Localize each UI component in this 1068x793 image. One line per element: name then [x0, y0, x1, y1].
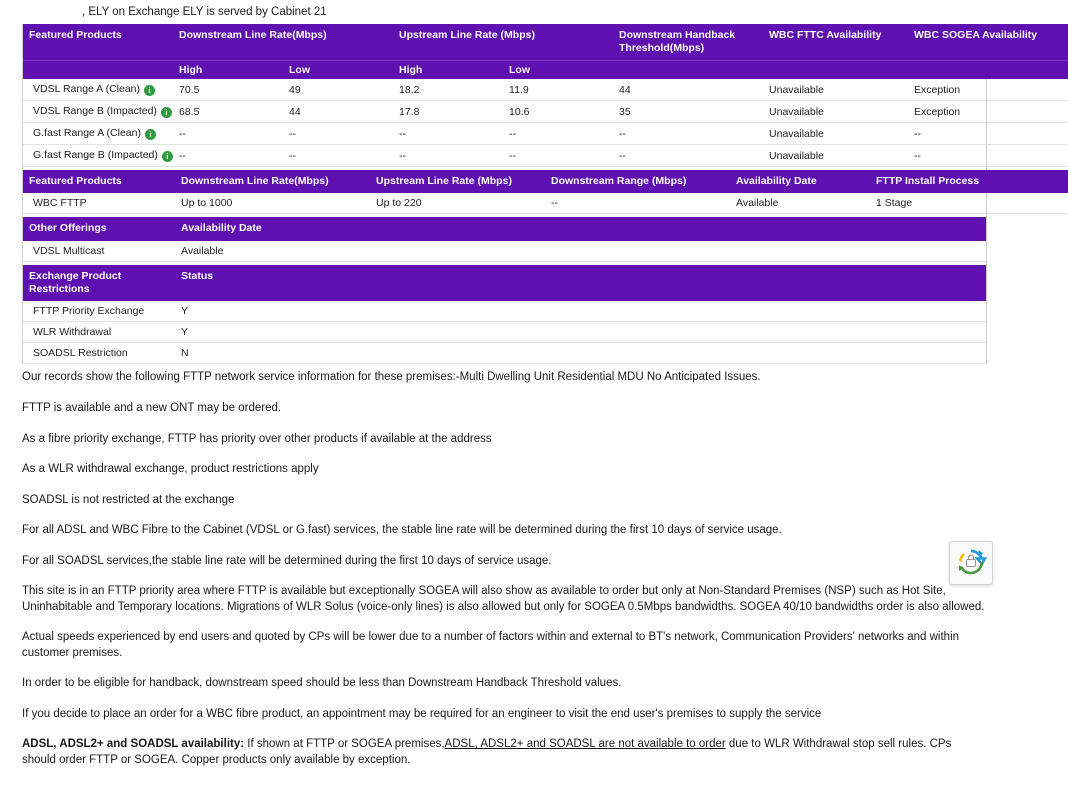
th3-other-offerings: Other Offerings [23, 217, 175, 240]
note-stable-line-rate-soadsl: For all SOADSL services,the stable line rate will be determined during the first 10 days of service usage. [22, 554, 552, 567]
cell-us-low: 11.9 [503, 79, 613, 101]
sub-ds-low: Low [283, 61, 393, 80]
cell-product: WBC FTTP [23, 193, 175, 214]
th2-availability-date: Availability Date [730, 170, 870, 193]
cell-offering: VDSL Multicast [23, 241, 175, 262]
cell-us-low: 10.6 [503, 101, 613, 123]
cell-sogea: Exception [908, 79, 1068, 101]
cell-ds-high: 70.5 [173, 79, 283, 101]
cell-ds-high: -- [173, 145, 283, 167]
sub-us-low: Low [503, 61, 613, 80]
cell-ds-high: 68.5 [173, 101, 283, 123]
note-fttp-network-service: Our records show the following FTTP network service information for these premises:-Multi Dwelling Unit Residential MDU No Anticipated Issues. [22, 370, 761, 383]
bottom-spacer [22, 783, 987, 793]
table1-header-row [23, 24, 1068, 61]
note-handback-eligibility: In order to be eligible for handback, downstream speed should be less than Downstream Handback Threshold values. [22, 677, 622, 690]
table-row [23, 101, 1068, 123]
info-icon[interactable]: i [144, 85, 155, 96]
cell-ds-low: 44 [283, 101, 393, 123]
cell-restriction: FTTP Priority Exchange [23, 301, 175, 322]
note-fttp-available: FTTP is available and a new ONT may be ordered. [22, 402, 282, 415]
info-icon[interactable]: i [162, 151, 173, 162]
cell-handback: 35 [613, 101, 763, 123]
cell-restriction: SOADSL Restriction [23, 342, 175, 363]
cell-sogea: -- [908, 123, 1068, 145]
cell-ds-low: 49 [283, 79, 393, 101]
sub-us-high: High [393, 61, 503, 80]
th3-availability-date: Availability Date [175, 217, 986, 240]
cell-restriction: WLR Withdrawal [23, 321, 175, 342]
cell-handback: -- [613, 123, 763, 145]
cell-install: 1 Stage [870, 193, 1068, 214]
th-upstream-line-rate: Upstream Line Rate (Mbps) [393, 24, 613, 61]
cell-ds-low: -- [283, 123, 393, 145]
cell-sogea: Exception [908, 101, 1068, 123]
table3-header-row [23, 217, 986, 240]
table4-header-row [23, 265, 986, 301]
sub-blank-3 [763, 61, 908, 80]
cell-status: Y [175, 301, 986, 322]
cell-sogea: -- [908, 145, 1068, 167]
cell-handback: 44 [613, 79, 763, 101]
cell-ds: Up to 1000 [175, 193, 370, 214]
th2-featured-products: Featured Products [23, 170, 175, 193]
exchange-cabinet-header: , ELY on Exchange ELY is served by Cabinet 21 [82, 6, 327, 18]
product-label: VDSL Range B (Impacted) [33, 105, 157, 118]
cell-product [23, 101, 173, 123]
info-icon[interactable]: i [161, 107, 172, 118]
sub-blank-1 [23, 61, 173, 80]
note-appointment-required: If you decide to place an order for a WBC fibre product, an appointment may be required for an engineer to visit the end user's premises to supply the service [22, 707, 822, 720]
note-adsl-availability-text-a: If shown at FTTP or SOGEA premises, [244, 738, 445, 751]
note-soadsl-not-restricted: SOADSL is not restricted at the exchange [22, 493, 235, 506]
note-wlr-withdrawal: As a WLR withdrawal exchange, product restrictions apply [22, 463, 319, 476]
cell-ds-low: -- [283, 145, 393, 167]
th4-exchange-product-restrictions: Exchange Product Restrictions [23, 265, 175, 301]
cell-us: Up to 220 [370, 193, 545, 214]
cell-availability: Available [730, 193, 870, 214]
product-label: G.fast Range A (Clean) [33, 127, 141, 140]
product-label: VDSL Range A (Clean) [33, 83, 141, 96]
cell-fttc: Unavailable [763, 101, 908, 123]
cell-us-high: 18.2 [393, 79, 503, 101]
tables-container [22, 24, 1038, 364]
note-actual-speeds: Actual speeds experienced by end users and quoted by CPs will be lower due to a number of factors within and external to BT's network, Communication Providers' networks and within customer premises. [22, 631, 960, 659]
featured-products-table [23, 24, 1068, 167]
th2-downstream-range: Downstream Range (Mbps) [545, 170, 730, 193]
recaptcha-icon [956, 547, 986, 577]
cell-us-high: -- [393, 123, 503, 145]
cell-status: N [175, 342, 986, 363]
cell-us-low: -- [503, 123, 613, 145]
th-downstream-line-rate: Downstream Line Rate(Mbps) [173, 24, 393, 61]
notes-section [22, 364, 987, 793]
product-label: G.fast Range B (Impacted) [33, 149, 158, 162]
note-adsl-availability [22, 737, 987, 768]
th-wbc-fttc-availability: WBC FTTC Availability [763, 24, 908, 61]
cell-fttc: Unavailable [763, 123, 908, 145]
table-row [23, 241, 986, 262]
sub-ds-high: High [173, 61, 283, 80]
other-offerings-table [23, 217, 986, 261]
table2-header-row [23, 170, 1068, 193]
th-downstream-handback-threshold: Downstream Handback Threshold(Mbps) [613, 24, 763, 61]
cell-availability: Available [175, 241, 986, 262]
cell-us-low: -- [503, 145, 613, 167]
cell-us-high: -- [393, 145, 503, 167]
table-row [23, 123, 1068, 145]
cell-range: -- [545, 193, 730, 214]
cell-ds-high: -- [173, 123, 283, 145]
th-wbc-sogea-availability: WBC SOGEA Availability [908, 24, 1068, 61]
th2-fttp-install-process: FTTP Install Process [870, 170, 1068, 193]
recaptcha-widget[interactable] [949, 541, 993, 585]
table1-subheader-row [23, 61, 1068, 80]
cell-product [23, 123, 173, 145]
cell-handback: -- [613, 145, 763, 167]
cell-fttc: Unavailable [763, 79, 908, 101]
cell-product [23, 79, 173, 101]
note-adsl-availability-title: ADSL, ADSL2+ and SOADSL availability: [22, 738, 245, 751]
table-row [23, 193, 1068, 214]
sub-blank-2 [613, 61, 763, 80]
th4-status: Status [175, 265, 986, 301]
note-adsl-availability-text-b: due to WLR Withdrawal stop sell rules. CPs should order FTTP or SOGEA. Copper products only available by exception. [22, 738, 952, 766]
info-icon[interactable]: i [145, 129, 156, 140]
cell-fttc: Unavailable [763, 145, 908, 167]
th2-upstream-line-rate: Upstream Line Rate (Mbps) [370, 170, 545, 193]
th2-downstream-line-rate: Downstream Line Rate(Mbps) [175, 170, 370, 193]
table-row [23, 301, 986, 322]
cell-us-high: 17.8 [393, 101, 503, 123]
note-fibre-priority-exchange: As a fibre priority exchange, FTTP has priority over other products if available at the address [22, 432, 492, 445]
note-fttp-priority-area: This site is in an FTTP priority area where FTTP is available but exceptionally SOGEA will also show as available to order but only at Non-Standard Premises (NSP) such as Hot Site, Uninhabitable and Temporary locations. Migrations of WLR Solus (voice-only lines) is also allowed but only for SOGEA 0.5Mbps bandwidths. SOGEA 40/10 bandwidths order is also allowed. [22, 585, 985, 613]
cell-status: Y [175, 321, 986, 342]
table-row [23, 145, 1068, 167]
fttp-products-table [23, 170, 1068, 214]
table-row [23, 79, 1068, 101]
table-row [23, 321, 986, 342]
table-row [23, 342, 986, 363]
note-adsl-availability-emphasis: ADSL, ADSL2+ and SOADSL are not available to order [444, 738, 726, 751]
cell-product [23, 145, 173, 167]
note-stable-line-rate-adsl: For all ADSL and WBC Fibre to the Cabinet (VDSL or G.fast) services, the stable line rate will be determined during the first 10 days of service usage. [22, 524, 782, 537]
sub-blank-4 [908, 61, 1068, 80]
exchange-product-restrictions-table [23, 265, 986, 364]
th-featured-products: Featured Products [23, 24, 173, 61]
